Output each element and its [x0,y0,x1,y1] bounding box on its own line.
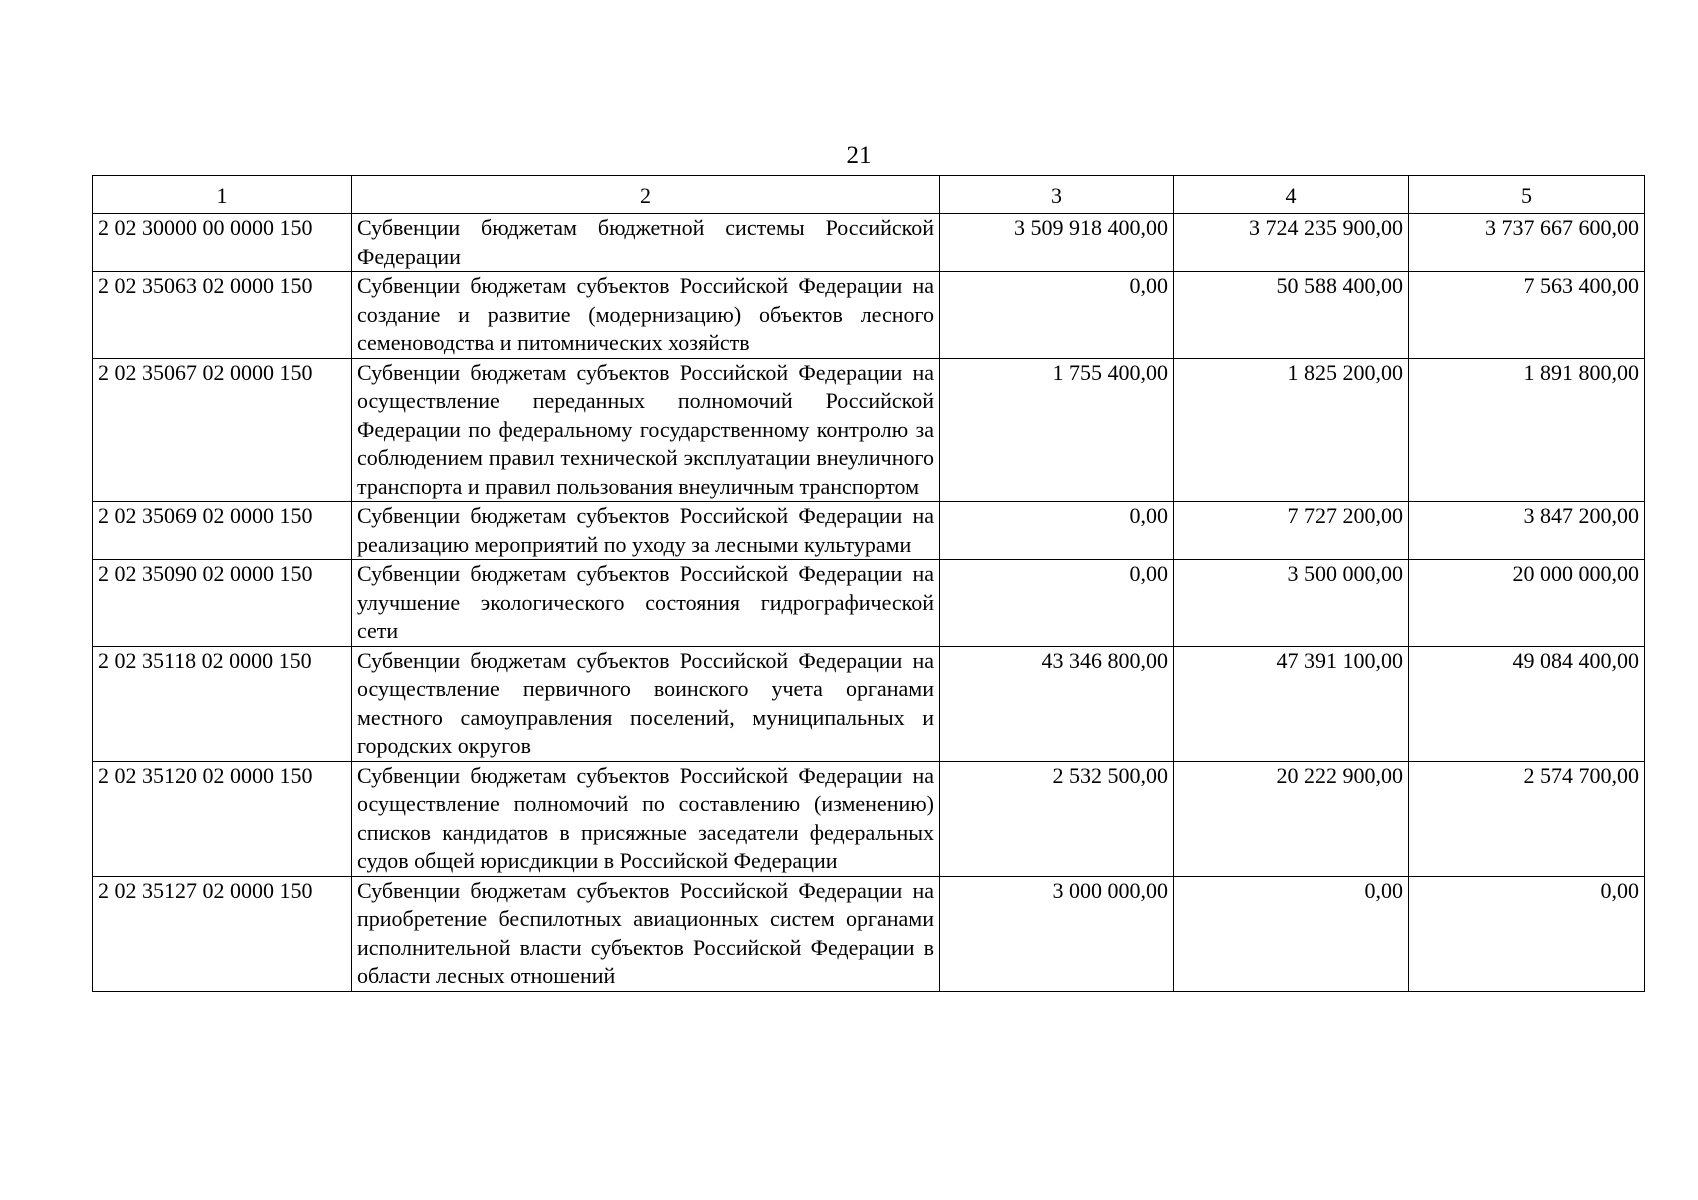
table-row [93,646,1645,761]
amount-col-4: 7 727 200,00 [1174,502,1409,560]
amount-col-3: 0,00 [940,560,1174,647]
amount-col-4: 1 825 200,00 [1174,358,1409,502]
income-name: Субвенции бюджетам субъектов Российской Федерации на осуществление первичного воинского учета органами местного самоуправления поселений, муниципальных и городских округов [352,646,940,761]
amount-col-3: 1 755 400,00 [940,358,1174,502]
income-name: Субвенции бюджетам субъектов Российской Федерации на осуществление полномочий по составлению (изменению) списков кандидатов в присяжные заседатели федеральных судов общей юрисдикции в Российской Федерации [352,761,940,876]
amount-col-3: 0,00 [940,272,1174,359]
amount-col-4: 47 391 100,00 [1174,646,1409,761]
income-code: 2 02 35118 02 0000 150 [93,646,352,761]
header-col-1: 1 [93,176,352,214]
amount-col-5: 1 891 800,00 [1409,358,1645,502]
amount-col-5: 20 000 000,00 [1409,560,1645,647]
income-name: Субвенции бюджетам бюджетной системы Российской Федерации [352,214,940,272]
amount-col-3: 43 346 800,00 [940,646,1174,761]
table-row [93,214,1645,272]
income-code: 2 02 35069 02 0000 150 [93,502,352,560]
table-row [93,560,1645,647]
table-row [93,358,1645,502]
amount-col-3: 3 000 000,00 [940,876,1174,991]
amount-col-5: 49 084 400,00 [1409,646,1645,761]
amount-col-5: 3 737 667 600,00 [1409,214,1645,272]
table-header [93,176,1645,214]
table-row [93,761,1645,876]
income-code: 2 02 35067 02 0000 150 [93,358,352,502]
header-col-3: 3 [940,176,1174,214]
income-name: Субвенции бюджетам субъектов Российской Федерации на улучшение экологического состояния гидрографической сети [352,560,940,647]
amount-col-3: 0,00 [940,502,1174,560]
income-code: 2 02 35120 02 0000 150 [93,761,352,876]
table-body [93,214,1645,992]
header-col-2: 2 [352,176,940,214]
income-code: 2 02 35090 02 0000 150 [93,560,352,647]
amount-col-5: 2 574 700,00 [1409,761,1645,876]
amount-col-3: 3 509 918 400,00 [940,214,1174,272]
income-name: Субвенции бюджетам субъектов Российской Федерации на осуществление переданных полномочий Российской Федерации по федеральному государственному контролю за соблюдением правил технической эксплуатации внеуличного транспорта и правил пользования внеуличным транспортом [352,358,940,502]
income-code: 2 02 35127 02 0000 150 [93,876,352,991]
amount-col-4: 3 500 000,00 [1174,560,1409,647]
amount-col-4: 3 724 235 900,00 [1174,214,1409,272]
income-name: Субвенции бюджетам субъектов Российской Федерации на создание и развитие (модернизацию) объектов лесного семеноводства и питомнических хозяйств [352,272,940,359]
page-number: 21 [846,142,872,169]
table-row [93,502,1645,560]
income-code: 2 02 30000 00 0000 150 [93,214,352,272]
amount-col-3: 2 532 500,00 [940,761,1174,876]
budget-table [92,175,1645,992]
amount-col-5: 3 847 200,00 [1409,502,1645,560]
income-name: Субвенции бюджетам субъектов Российской Федерации на реализацию мероприятий по уходу за лесными культурами [352,502,940,560]
income-code: 2 02 35063 02 0000 150 [93,272,352,359]
header-col-4: 4 [1174,176,1409,214]
header-row [93,176,1645,214]
header-col-5: 5 [1409,176,1645,214]
amount-col-4: 20 222 900,00 [1174,761,1409,876]
amount-col-5: 0,00 [1409,876,1645,991]
table-row [93,876,1645,991]
amount-col-4: 50 588 400,00 [1174,272,1409,359]
table-row [93,272,1645,359]
amount-col-4: 0,00 [1174,876,1409,991]
income-name: Субвенции бюджетам субъектов Российской Федерации на приобретение беспилотных авиационных систем органами исполнительной власти субъектов Российской Федерации в области лесных отношений [352,876,940,991]
amount-col-5: 7 563 400,00 [1409,272,1645,359]
